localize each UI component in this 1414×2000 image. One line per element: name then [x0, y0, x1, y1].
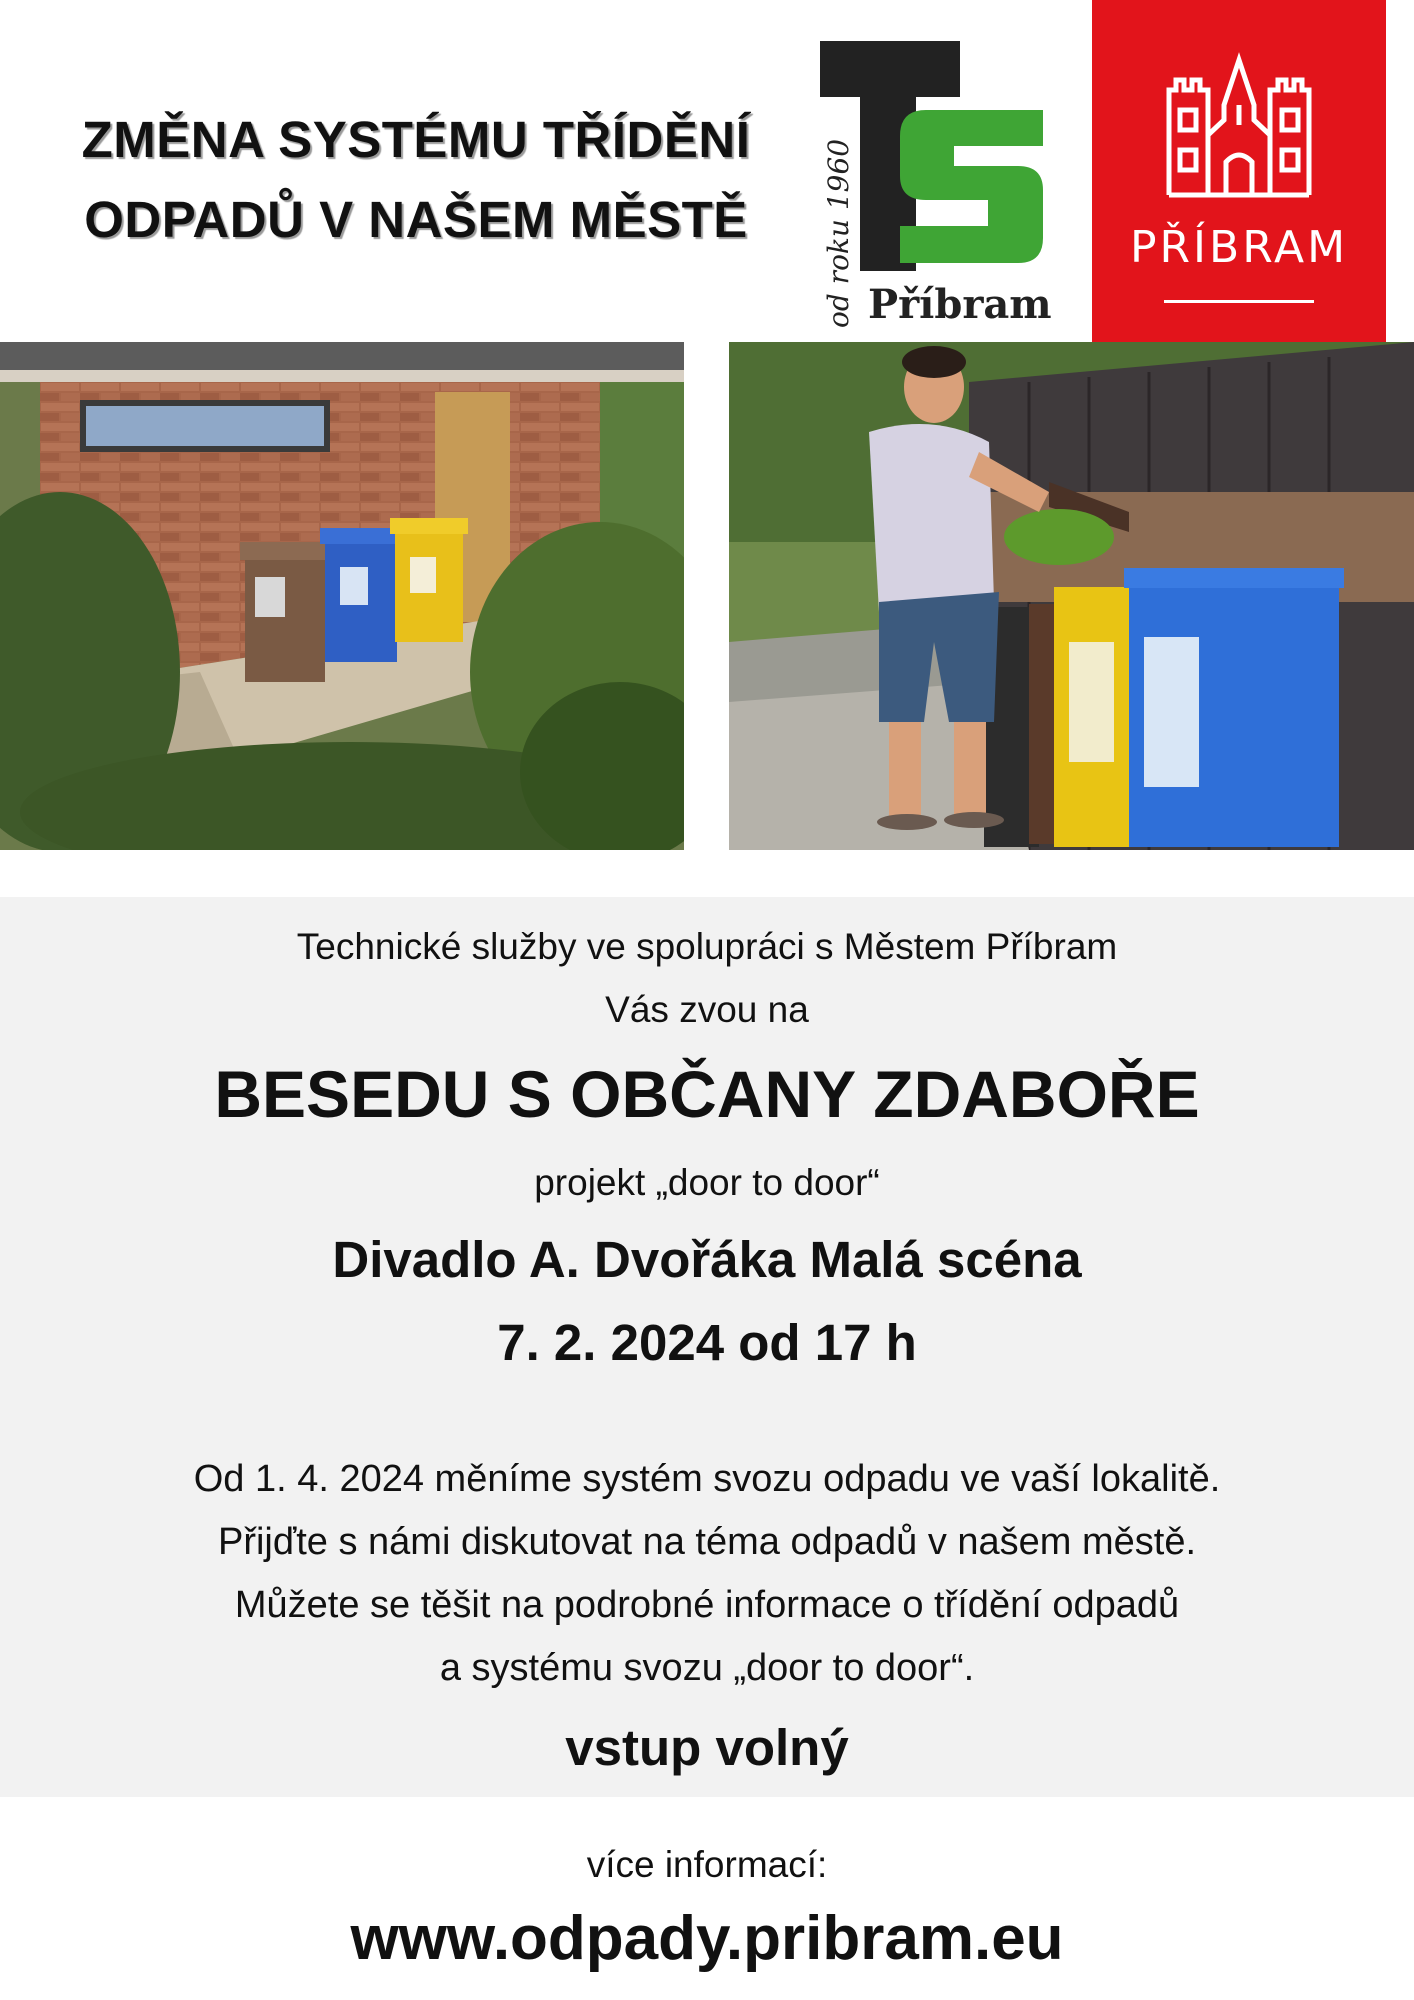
- project-text: projekt „door to door“: [534, 1162, 880, 1203]
- photo-house-bins: [0, 342, 684, 850]
- description-line: Můžete se těšit na podrobné informace o třídění odpadů: [234, 1584, 1180, 1626]
- more-info-label: více informací:: [586, 1844, 828, 1885]
- event-datetime: 7. 2. 2024 od 17 h: [497, 1314, 917, 1371]
- headline-line-2: ODPADŮ V NAŠEM MĚSTĚ: [84, 191, 748, 248]
- organizer-text: Technické služby ve spolupráci s Městem Příbram: [296, 926, 1118, 967]
- event-description: [0, 1448, 1414, 1700]
- description-line: a systému svozu „door to door“.: [439, 1647, 975, 1689]
- event-title: BESEDU S OBČANY ZDABOŘE: [214, 1057, 1200, 1131]
- invite-text: Vás zvou na: [605, 989, 809, 1030]
- description-line: Od 1. 4. 2024 měníme systém svozu odpadu ve vaší lokalitě.: [193, 1458, 1221, 1500]
- venue-text: Divadlo A. Dvořáka Malá scéna: [332, 1231, 1082, 1288]
- headline-line-1: ZMĚNA SYSTÉMU TŘÍDĚNÍ: [81, 111, 751, 168]
- pribram-city-logo: [1092, 0, 1386, 342]
- city-logo-label: PŘÍBRAM: [1129, 222, 1349, 273]
- website-link[interactable]: www.odpady.pribram.eu: [350, 1904, 1064, 1973]
- ts-logo: [808, 38, 1064, 330]
- photo-man-bins: [729, 342, 1414, 850]
- ts-logo-city: Příbram: [868, 281, 1052, 328]
- city-logo-underline: [1164, 300, 1314, 303]
- description-line: Přijďte s námi diskutovat na téma odpadů v našem městě.: [217, 1521, 1197, 1563]
- ts-logo-since: od roku 1960: [822, 138, 855, 328]
- entry-text: vstup volný: [565, 1719, 849, 1776]
- castle-icon: [1164, 50, 1314, 200]
- page-title: [36, 100, 796, 260]
